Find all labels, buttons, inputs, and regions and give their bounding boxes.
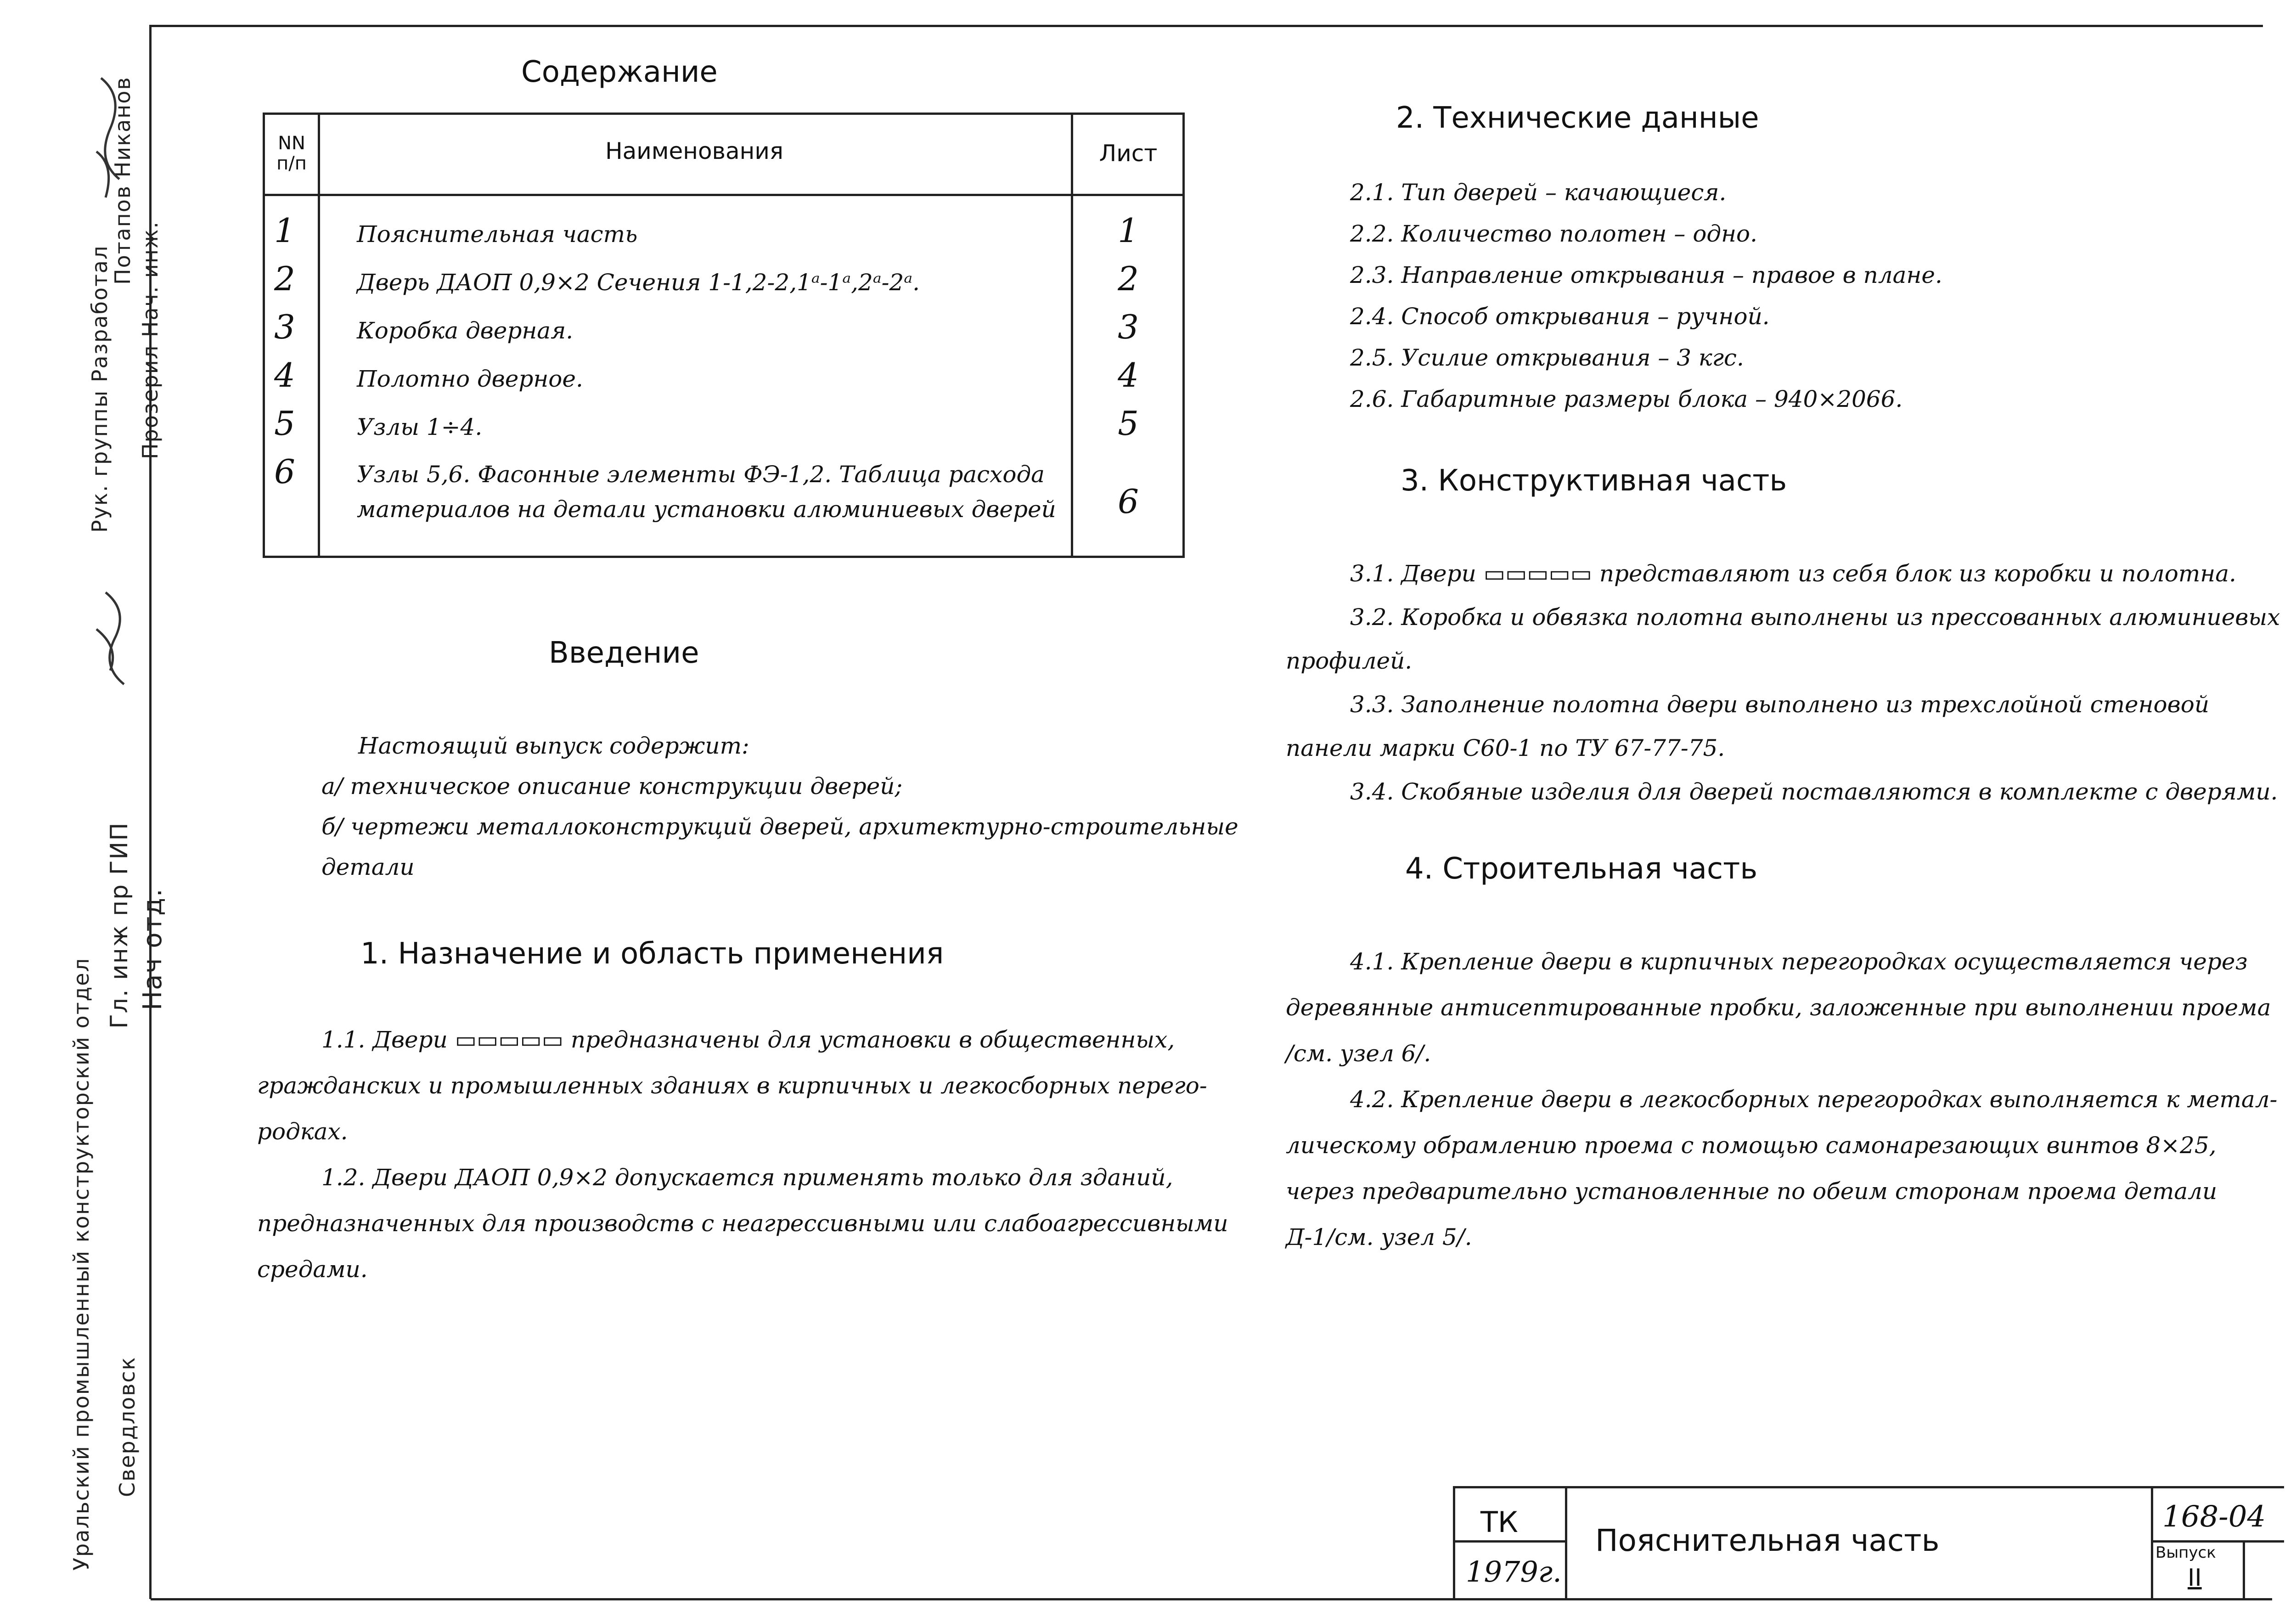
row-sheet: 1 [1118,211,1139,250]
section1-line: средами. [257,1256,368,1283]
contents-title: Содержание [521,55,718,89]
frame-top-border [151,25,2263,27]
title-block-year: 1979г. [1466,1555,1562,1588]
section3-line: панели марки С60-1 по ТУ 67-77-75. [1286,735,1725,761]
margin-stamp-developed: Рук. группы Разработал [87,245,112,533]
section2-line: 2.3. Направление открывания – правое в плане. [1350,262,1942,288]
margin-signatures [69,60,142,703]
title-block-code: ТК [1480,1505,1518,1539]
section1-title: 1. Назначение и область применения [360,937,944,971]
header-num: NN п/п [276,133,307,174]
section2-line: 2.2. Количество полотен – одно. [1350,220,1758,247]
margin-stamp-chief-engineer: Гл. инж пр ГИП [106,822,133,1029]
section4-line: /см. узел 6/. [1286,1040,1431,1067]
section4-line: деревянные антисептированные пробки, заложенные при выполнении проема [1286,994,2271,1021]
margin-stamp-dept-head: Нач отд. [138,888,168,1010]
intro-title: Введение [549,636,699,670]
section3-line: 3.2. Коробка и обвязка полотна выполнены из прессованных алюминиевых [1350,604,2280,631]
section3-line: профилей. [1286,648,1412,674]
row-num: 1 [274,211,295,250]
section4-line: Д-1/см. узел 5/. [1286,1224,1472,1250]
header-sheet: Лист [1099,140,1158,167]
row-name: Дверь ДАОП 0,9×2 Сечения 1-1,2-2,1ᵃ-1ᵃ,2ᵃ-2ᵃ. [357,269,920,296]
row-sheet: 2 [1118,259,1139,298]
margin-stamp-city: Свердловск [115,1356,140,1497]
row-name: Узлы 1÷4. [357,414,483,440]
section3-line: 3.1. Двери ▭▭▭▭▭ представляют из себя блок из коробки и полотна. [1350,560,2236,587]
section1-line: 1.2. Двери ДАОП 0,9×2 допускается применять только для зданий, [321,1164,1173,1191]
row-num: 3 [274,308,295,346]
row-sheet: 4 [1118,356,1139,394]
section3-line: 3.4. Скобяные изделия для дверей поставляются в комплекте с дверями. [1350,778,2278,805]
section4-line: 4.1. Крепление двери в кирпичных перегородках осуществляется через [1350,948,2248,975]
sheet-title: Пояснительная часть [1595,1523,1940,1558]
row-name: Полотно дверное. [357,366,583,392]
section1-line: 1.1. Двери ▭▭▭▭▭ предназначены для установки в общественных, [321,1026,1175,1053]
section4-title: 4. Строительная часть [1405,852,1758,886]
section4-line: 4.2. Крепление двери в легкосборных перегородках выполняется к метал- [1350,1086,2278,1113]
intro-line: Настоящий выпуск содержит: [358,732,749,759]
section4-line: через предварительно установленные по обеим сторонам проема детали [1286,1178,2217,1205]
section1-line: родках. [257,1118,348,1145]
row-num: 4 [274,356,295,394]
section4-line: лическому обрамлению проема с помощью самонарезающих винтов 8×25, [1286,1132,2217,1159]
section2-line: 2.1. Тип дверей – качающиеся. [1350,179,1727,206]
margin-stamp-checked: Прозерил Нач. инж. [138,220,163,459]
doc-number: 168-04 [2162,1500,2266,1534]
section3-title: 3. Конструктивная часть [1401,464,1787,498]
section2-line: 2.6. Габаритные размеры блока – 940×2066. [1350,386,1903,412]
margin-stamp-names: Потапов Никанов [110,76,135,285]
intro-line: б/ чертежи металлоконструкций дверей, архитектурно-строительные [321,813,1238,840]
issue-value: II [2188,1564,2202,1592]
row-num: 5 [274,404,295,443]
section3-line: 3.3. Заполнение полотна двери выполнено из трехслойной стеновой [1350,691,2210,718]
contents-table [263,113,1185,558]
row-name: Узлы 5,6. Фасонные элементы ФЭ-1,2. Таблица расхода материалов на детали установки алюминиевых дверей [357,461,1056,523]
row-name: Пояснительная часть [357,221,638,248]
section2-line: 2.4. Способ открывания – ручной. [1350,303,1770,330]
row-num: 2 [274,259,295,298]
section1-line: гражданских и промышленных зданиях в кирпичных и легкосборных перего- [257,1072,1207,1099]
row-sheet: 5 [1118,404,1139,443]
intro-line: детали [321,854,415,880]
section2-line: 2.5. Усилие открывания – 3 кгс. [1350,344,1744,371]
section2-title: 2. Технические данные [1396,101,1759,135]
row-sheet: 3 [1118,308,1139,346]
row-num: 6 [274,452,295,491]
section1-line: предназначенных для производств с неагрессивными или слабоагрессивными [257,1210,1228,1237]
row-name: Коробка дверная. [357,317,574,344]
header-name: Наименования [605,138,783,164]
title-block [1453,1486,2284,1599]
intro-line: а/ техническое описание конструкции дверей; [321,773,903,800]
row-sheet: 6 [1118,482,1139,521]
margin-stamp-org: Уральский промышленный конструкторский отдел [69,957,94,1571]
issue-label: Выпуск [2155,1543,2216,1562]
